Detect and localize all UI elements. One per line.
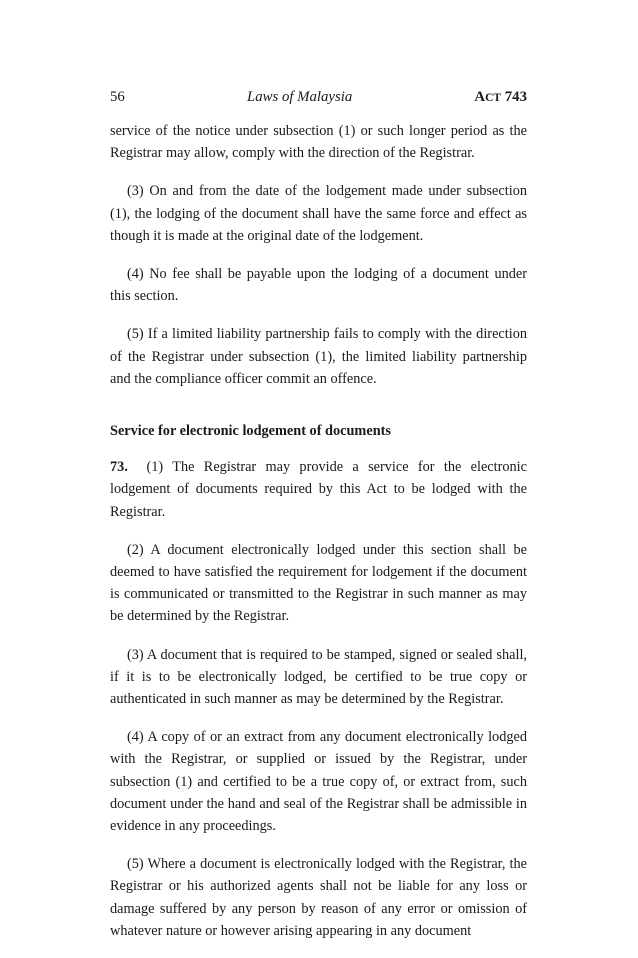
section-number: 73.: [110, 459, 128, 476]
section-73-subsection-5: (5) Where a document is electronically lodged with the Registrar, the Registrar or his authorized agents shall not be liable for any loss or damage suffered by any person by reason of any error or omission of whatever nature or however arising appearing in any document: [110, 856, 527, 939]
paragraph-subsection-4: (4) No fee shall be payable upon the lodging of a document under this section.: [110, 266, 527, 305]
act-number: 743: [504, 89, 527, 105]
act-reference: [474, 86, 527, 109]
section-73-subsection-4: (4) A copy of or an extract from any document electronically lodged with the Registrar, or supplied or issued by the Registrar, under subsection (1) and certified to be a true copy of, or extract from, such document under the hand and seal of the Registrar shall be admissible in evidence in any proceedings.: [110, 729, 527, 835]
paragraph-subsection-3: (3) On and from the date of the lodgement made under subsection (1), the lodging of the document shall have the same force and effect as though it is made at the original date of the lodgement.: [110, 183, 527, 244]
document-page: [110, 86, 527, 958]
section-73-subsection-2: (2) A document electronically lodged under this section shall be deemed to have satisfied the requirement for lodgement if the document is communicated or transmitted to the Registrar in such manner as may be determined by the Registrar.: [110, 541, 527, 625]
act-prefix: A: [474, 89, 486, 105]
page-header: [110, 86, 527, 110]
publication-title: Laws of Malaysia: [246, 89, 353, 105]
section-73-subsection-3: (3) A document that is required to be stamped, signed or sealed shall, if it is to be electronically lodged, be certified to be true copy or authenticated in such manner as may be determined by the Registrar.: [110, 646, 527, 708]
act-prefix-small-caps: CT: [485, 92, 502, 104]
section-73-subsection-1-text: (1) The Registrar may provide a service for the electronic lodgement of documents required by this Act to be lodged with the Registrar.: [110, 459, 527, 520]
section-heading: Service for electronic lodgement of documents: [110, 423, 391, 440]
paragraph-subsection-5: (5) If a limited liability partnership fails to comply with the direction of the Registrar under subsection (1), the limited liability partnership and the compliance officer commit an offence.: [110, 326, 527, 387]
paragraph-continuation: service of the notice under subsection (1) or such longer period as the Registrar may allow, comply with the direction of the Registrar.: [110, 123, 527, 162]
section-73-subsection-1: [110, 456, 527, 523]
page-number: 56: [110, 89, 125, 105]
